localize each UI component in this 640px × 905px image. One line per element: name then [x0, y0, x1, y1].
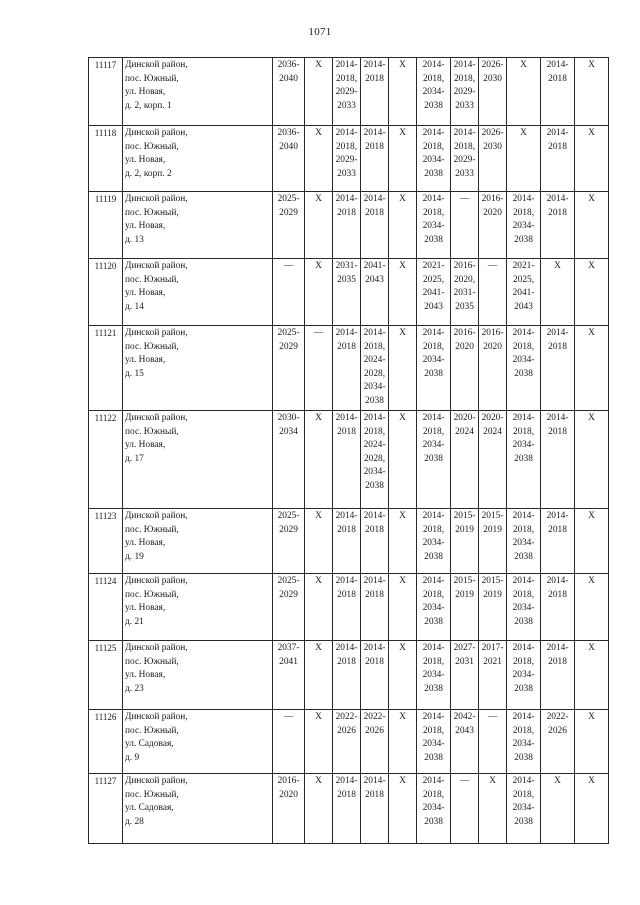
period-cell: 2014- 2018	[541, 509, 575, 574]
address-line: пос. Южный,	[125, 73, 179, 84]
row-number: 11119	[89, 192, 123, 259]
period-cell: 2036- 2040	[273, 58, 305, 126]
row-number: 11123	[89, 509, 123, 574]
address-line: пос. Южный,	[125, 141, 179, 152]
period-cell: X	[389, 411, 417, 509]
period-cell: X	[575, 192, 609, 259]
period-cell: 2036- 2040	[273, 126, 305, 192]
period-cell: 2025- 2029	[273, 509, 305, 574]
row-number: 11117	[89, 58, 123, 126]
table-row	[89, 774, 609, 844]
row-number: 11124	[89, 574, 123, 641]
address-line: Динской район,	[125, 413, 188, 423]
row-number: 11127	[89, 774, 123, 844]
address-line: Динской район,	[125, 776, 188, 786]
table-row	[89, 411, 609, 509]
period-cell: X	[575, 326, 609, 411]
period-cell: X	[389, 192, 417, 259]
period-cell: 2014- 2018	[541, 126, 575, 192]
period-cell: 2014- 2018, 2034- 2038	[417, 192, 451, 259]
registry-table	[88, 57, 609, 844]
period-cell: 2014- 2018, 2034- 2038	[417, 641, 451, 710]
period-cell: 2014- 2018, 2034- 2038	[417, 411, 451, 509]
address-cell	[123, 58, 273, 126]
period-cell: 2014- 2018	[361, 774, 389, 844]
address-line: ул. Новая,	[125, 288, 166, 298]
period-cell: 2020- 2024	[451, 411, 479, 509]
period-cell: 2015- 2019	[479, 509, 507, 574]
table-row	[89, 259, 609, 326]
period-cell: 2020- 2024	[479, 411, 507, 509]
period-cell: —	[273, 710, 305, 774]
period-cell: 2022- 2026	[361, 710, 389, 774]
row-number: 11125	[89, 641, 123, 710]
period-cell: X	[305, 574, 333, 641]
period-cell: 2015- 2019	[451, 574, 479, 641]
table-row	[89, 574, 609, 641]
address-line: д. 28	[125, 816, 144, 827]
address-line: д. 2, корп. 1	[125, 100, 172, 111]
address-line: ул. Новая,	[125, 440, 166, 450]
period-cell: 2015- 2019	[479, 574, 507, 641]
table-body	[89, 58, 609, 844]
period-cell: 2030- 2034	[273, 411, 305, 509]
period-cell: 2014- 2018, 2034- 2038	[507, 774, 541, 844]
period-cell: —	[479, 259, 507, 326]
period-cell: X	[389, 126, 417, 192]
period-cell: X	[389, 509, 417, 574]
period-cell: —	[479, 710, 507, 774]
period-cell: 2014- 2018, 2034- 2038	[417, 574, 451, 641]
period-cell: 2016- 2020	[451, 326, 479, 411]
period-cell: 2021- 2025, 2041- 2043	[507, 259, 541, 326]
period-cell: X	[389, 58, 417, 126]
row-number: 11122	[89, 411, 123, 509]
address-line: Динской район,	[125, 576, 188, 586]
address-line: пос. Южный,	[125, 656, 179, 667]
period-cell: 2025- 2029	[273, 574, 305, 641]
address-cell	[123, 126, 273, 192]
period-cell: 2014- 2018	[541, 192, 575, 259]
period-cell: X	[575, 641, 609, 710]
period-cell: 2026- 2030	[479, 126, 507, 192]
period-cell: 2014- 2018	[333, 574, 361, 641]
period-cell: 2014- 2018, 2029- 2033	[451, 58, 479, 126]
address-cell	[123, 411, 273, 509]
address-line: Динской район,	[125, 643, 188, 653]
address-line: пос. Южный,	[125, 426, 179, 437]
period-cell: 2014- 2018	[541, 641, 575, 710]
period-cell: X	[389, 641, 417, 710]
period-cell: X	[305, 774, 333, 844]
period-cell: 2021- 2025, 2041- 2043	[417, 259, 451, 326]
period-cell: 2014- 2018	[333, 509, 361, 574]
period-cell: X	[575, 509, 609, 574]
period-cell: 2014- 2018	[361, 574, 389, 641]
address-line: пос. Южный,	[125, 725, 179, 736]
address-line: пос. Южный,	[125, 274, 179, 285]
period-cell: 2014- 2018	[333, 641, 361, 710]
period-cell: 2014- 2018, 2034- 2038	[417, 58, 451, 126]
period-cell: 2014- 2018, 2034- 2038	[417, 326, 451, 411]
period-cell: X	[305, 259, 333, 326]
period-cell: X	[305, 411, 333, 509]
period-cell: 2016- 2020	[273, 774, 305, 844]
period-cell: X	[305, 641, 333, 710]
address-line: пос. Южный,	[125, 589, 179, 600]
address-line: ул. Новая,	[125, 670, 166, 680]
period-cell: 2031- 2035	[333, 259, 361, 326]
period-cell: 2014- 2018, 2034- 2038	[507, 641, 541, 710]
period-cell: X	[305, 58, 333, 126]
period-cell: 2037- 2041	[273, 641, 305, 710]
address-line: д. 15	[125, 368, 144, 379]
period-cell: X	[389, 326, 417, 411]
period-cell: X	[541, 259, 575, 326]
table-row	[89, 641, 609, 710]
address-line: Динской район,	[125, 60, 188, 70]
period-cell: 2014- 2018	[541, 411, 575, 509]
period-cell: —	[451, 192, 479, 259]
period-cell: 2014- 2018	[333, 326, 361, 411]
row-number: 11120	[89, 259, 123, 326]
address-line: ул. Новая,	[125, 87, 166, 97]
period-cell: 2014- 2018, 2034- 2038	[507, 509, 541, 574]
address-line: д. 19	[125, 551, 144, 562]
period-cell: X	[389, 774, 417, 844]
period-cell: 2025- 2029	[273, 192, 305, 259]
period-cell: 2016- 2020	[479, 326, 507, 411]
period-cell: 2014- 2018	[333, 774, 361, 844]
address-cell	[123, 192, 273, 259]
period-cell: 2014- 2018, 2029- 2033	[333, 58, 361, 126]
period-cell: 2014- 2018	[361, 509, 389, 574]
address-line: ул. Новая,	[125, 155, 166, 165]
period-cell: 2014- 2018, 2024- 2028, 2034- 2038	[361, 326, 389, 411]
table-row	[89, 58, 609, 126]
address-cell	[123, 774, 273, 844]
period-cell: 2014- 2018	[361, 58, 389, 126]
period-cell: 2014- 2018, 2034- 2038	[507, 192, 541, 259]
address-line: Динской район,	[125, 712, 188, 722]
period-cell: 2016- 2020	[479, 192, 507, 259]
period-cell: 2014- 2018	[541, 574, 575, 641]
period-cell: X	[305, 710, 333, 774]
period-cell: 2041- 2043	[361, 259, 389, 326]
period-cell: X	[575, 126, 609, 192]
period-cell: X	[389, 259, 417, 326]
address-line: д. 13	[125, 234, 144, 245]
period-cell: 2014- 2018	[361, 192, 389, 259]
period-cell: X	[389, 710, 417, 774]
period-cell: 2014- 2018, 2034- 2038	[417, 509, 451, 574]
period-cell: 2022- 2026	[333, 710, 361, 774]
period-cell: X	[305, 509, 333, 574]
address-line: ул. Новая,	[125, 603, 166, 613]
period-cell: 2014- 2018	[541, 58, 575, 126]
period-cell: 2014- 2018, 2029- 2033	[333, 126, 361, 192]
period-cell: 2027- 2031	[451, 641, 479, 710]
table-row	[89, 509, 609, 574]
address-line: д. 9	[125, 752, 140, 763]
row-number: 11126	[89, 710, 123, 774]
period-cell: 2014- 2018, 2029- 2033	[451, 126, 479, 192]
period-cell: 2015- 2019	[451, 509, 479, 574]
period-cell: X	[575, 411, 609, 509]
address-line: Динской район,	[125, 261, 188, 271]
page-number: 1071	[308, 26, 332, 38]
address-cell	[123, 641, 273, 710]
period-cell: 2014- 2018, 2034- 2038	[507, 326, 541, 411]
period-cell: 2022- 2026	[541, 710, 575, 774]
period-cell: X	[389, 574, 417, 641]
address-cell	[123, 259, 273, 326]
period-cell: X	[507, 58, 541, 126]
address-line: д. 2, корп. 2	[125, 168, 172, 179]
period-cell: 2042- 2043	[451, 710, 479, 774]
period-cell: —	[451, 774, 479, 844]
period-cell: 2016- 2020, 2031- 2035	[451, 259, 479, 326]
period-cell: 2014- 2018, 2034- 2038	[507, 574, 541, 641]
period-cell: 2014- 2018	[361, 126, 389, 192]
table-row	[89, 126, 609, 192]
address-cell	[123, 509, 273, 574]
period-cell: 2017- 2021	[479, 641, 507, 710]
address-line: ул. Новая,	[125, 538, 166, 548]
period-cell: 2014- 2018	[333, 411, 361, 509]
period-cell: X	[305, 126, 333, 192]
period-cell: X	[575, 58, 609, 126]
address-line: д. 23	[125, 683, 144, 694]
table-row	[89, 192, 609, 259]
address-line: ул. Новая,	[125, 355, 166, 365]
address-line: Динской район,	[125, 194, 188, 204]
address-cell	[123, 574, 273, 641]
period-cell: X	[305, 192, 333, 259]
period-cell: X	[507, 126, 541, 192]
period-cell: 2014- 2018	[361, 641, 389, 710]
period-cell: 2025- 2029	[273, 326, 305, 411]
period-cell: —	[305, 326, 333, 411]
address-line: Динской район,	[125, 511, 188, 521]
address-cell	[123, 710, 273, 774]
period-cell: 2014- 2018, 2024- 2028, 2034- 2038	[361, 411, 389, 509]
address-line: Динской район,	[125, 328, 188, 338]
period-cell: 2014- 2018, 2034- 2038	[417, 774, 451, 844]
period-cell: X	[541, 774, 575, 844]
period-cell: 2014- 2018, 2034- 2038	[417, 710, 451, 774]
address-line: пос. Южный,	[125, 207, 179, 218]
period-cell: X	[575, 574, 609, 641]
address-line: пос. Южный,	[125, 789, 179, 800]
address-line: пос. Южный,	[125, 341, 179, 352]
address-line: ул. Новая,	[125, 221, 166, 231]
address-line: Динской район,	[125, 128, 188, 138]
address-line: д. 14	[125, 301, 144, 312]
address-line: пос. Южный,	[125, 524, 179, 535]
table-row	[89, 326, 609, 411]
period-cell: 2014- 2018	[333, 192, 361, 259]
address-line: ул. Садовая,	[125, 739, 174, 749]
address-line: ул. Садовая,	[125, 803, 174, 813]
table-row	[89, 710, 609, 774]
address-line: д. 17	[125, 453, 144, 464]
address-line: д. 21	[125, 616, 144, 627]
row-number: 11121	[89, 326, 123, 411]
address-cell	[123, 326, 273, 411]
period-cell: X	[479, 774, 507, 844]
period-cell: 2014- 2018	[541, 326, 575, 411]
period-cell: —	[273, 259, 305, 326]
period-cell: 2014- 2018, 2034- 2038	[417, 126, 451, 192]
period-cell: 2014- 2018, 2034- 2038	[507, 710, 541, 774]
period-cell: 2026- 2030	[479, 58, 507, 126]
period-cell: X	[575, 774, 609, 844]
period-cell: X	[575, 259, 609, 326]
period-cell: X	[575, 710, 609, 774]
row-number: 11118	[89, 126, 123, 192]
period-cell: 2014- 2018, 2034- 2038	[507, 411, 541, 509]
